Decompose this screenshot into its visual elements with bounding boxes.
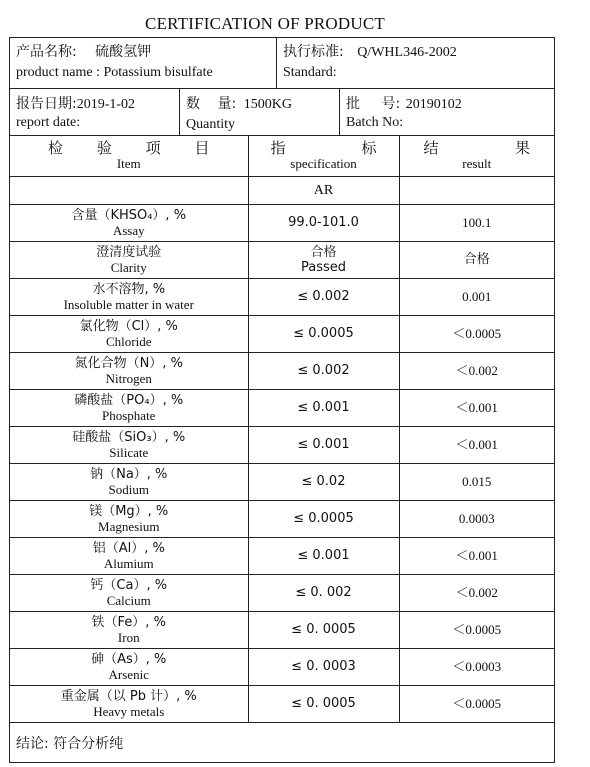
standard-en: Standard: (283, 65, 337, 80)
spec-cell (248, 500, 399, 537)
report-date-value: 2019-1-02 (76, 97, 136, 112)
report-date-label: 报告日期: (16, 96, 77, 112)
result-value: 100.1 (399, 204, 554, 241)
item-name-en: Clarity (110, 259, 147, 275)
item-name-en: Insoluble matter in water (63, 296, 194, 312)
result-header-char: 果 (514, 138, 530, 157)
spec-value: 合格 (310, 244, 337, 260)
spec-header-char: 指 (270, 138, 286, 157)
quantity-label-1: 数 (186, 96, 200, 112)
spec-value: ≤ 0.0005 (293, 326, 354, 341)
standard-label: 执行标准: (283, 44, 344, 60)
result-header-en: result (462, 155, 492, 171)
product-name-cell (10, 38, 277, 88)
item-name-en: Calcium (106, 592, 151, 608)
spec-cell (248, 574, 399, 611)
spec-cell (248, 611, 399, 648)
quantity-label-2: 量: (217, 96, 237, 112)
report-header-row (10, 89, 554, 136)
conclusion-text: 结论: 符合分析纯 (16, 736, 124, 752)
quantity-cell (180, 89, 340, 135)
item-name-cn: 铁（Fe）, % (91, 614, 166, 630)
result-header-char: 结 (423, 138, 439, 157)
item-name-cn: 硅酸盐（SiO₃）, % (72, 429, 186, 445)
result-value: ＜0.001 (399, 389, 554, 426)
result-value: ＜0.0005 (399, 611, 554, 648)
item-name-cn: 澄清度试验 (96, 244, 162, 260)
table-row (10, 537, 554, 574)
document-title: CERTIFICATION OF PRODUCT (145, 14, 385, 33)
table-row (10, 463, 554, 500)
item-cell (10, 574, 248, 611)
result-value: 0.015 (399, 463, 554, 500)
result-value: ＜0.002 (399, 574, 554, 611)
table-row (10, 611, 554, 648)
table-row (10, 426, 554, 463)
spec-value: 99.0-101.0 (288, 215, 359, 230)
item-cell (10, 204, 248, 241)
item-name-en: Silicate (109, 444, 149, 460)
spec-cell (248, 685, 399, 722)
spec-value: ≤ 0.002 (297, 289, 350, 304)
item-name-en: Sodium (108, 481, 149, 497)
item-name-en: Nitrogen (105, 370, 152, 386)
item-name-cn: 钙（Ca）, % (90, 577, 168, 593)
table-row (10, 241, 554, 278)
table-row (10, 500, 554, 537)
result-value: ＜0.001 (399, 537, 554, 574)
result-value: 0.001 (399, 278, 554, 315)
standard-value: Q/WHL346-2002 (357, 45, 457, 60)
spec-value: ≤ 0.002 (297, 363, 350, 378)
spec-cell (248, 315, 399, 352)
batch-en: Batch No: (346, 115, 404, 130)
spec-header-char: 标 (361, 138, 377, 157)
item-cell (10, 500, 248, 537)
product-header-row (10, 38, 554, 89)
result-value: 合格 (399, 241, 554, 278)
product-name-value: 硫酸氢钾 (95, 44, 152, 60)
item-cell (10, 278, 248, 315)
item-cell (10, 537, 248, 574)
item-name-cn: 砷（As）, % (91, 651, 167, 667)
spec-header-en: specification (290, 155, 357, 171)
table-row (10, 648, 554, 685)
spec-cell (248, 463, 399, 500)
quantity-en: Quantity (186, 117, 235, 132)
spec-value-en: Passed (300, 259, 347, 275)
spec-cell (248, 648, 399, 685)
spec-value: ≤ 0. 0005 (291, 622, 356, 637)
product-name-en: product name : Potassium bisulfate (16, 65, 213, 80)
table-row (10, 352, 554, 389)
item-name-en: Chloride (106, 333, 152, 349)
item-header-char: 目 (194, 138, 210, 157)
item-name-cn: 含量（KHSO₄）, % (71, 207, 187, 223)
item-name-en: Iron (117, 629, 140, 645)
product-name-label: 产品名称: (16, 44, 77, 60)
grade-row (10, 176, 554, 204)
item-name-cn: 磷酸盐（PO₄）, % (74, 392, 184, 408)
spec-cell (248, 389, 399, 426)
spec-value: ≤ 0.02 (301, 474, 346, 489)
result-value: ＜0.002 (399, 352, 554, 389)
spec-value: ≤ 0. 002 (295, 585, 352, 600)
result-value: ＜0.0003 (399, 648, 554, 685)
column-header-row (10, 136, 554, 176)
spec-value: ≤ 0.001 (297, 548, 350, 563)
spec-cell (248, 278, 399, 315)
item-name-en: Heavy metals (93, 703, 165, 719)
result-value: ＜0.0005 (399, 315, 554, 352)
item-name-en: Arsenic (108, 666, 149, 682)
spec-column-header (248, 136, 399, 176)
table-row (10, 574, 554, 611)
item-column-header (10, 136, 248, 176)
item-cell (10, 611, 248, 648)
item-cell (10, 315, 248, 352)
standard-cell (277, 38, 556, 88)
spec-value: ≤ 0. 0003 (291, 659, 356, 674)
item-cell (10, 389, 248, 426)
batch-label-2: 号: (381, 96, 401, 112)
result-value: 0.0003 (399, 500, 554, 537)
item-name-cn: 水不溶物, % (92, 281, 166, 297)
table-row (10, 389, 554, 426)
batch-value: 20190102 (405, 97, 462, 112)
batch-label-1: 批 (346, 96, 360, 112)
table-row (10, 315, 554, 352)
item-name-en: Magnesium (98, 518, 160, 534)
item-name-en: Phosphate (102, 407, 156, 423)
table-row (10, 204, 554, 241)
item-name-en: Alumium (103, 555, 154, 571)
spec-cell (248, 204, 399, 241)
item-name-cn: 重金属（以 Pb 计）, % (60, 688, 197, 704)
table-row (10, 685, 554, 722)
result-value: ＜0.001 (399, 426, 554, 463)
result-column-header (399, 136, 554, 176)
item-header-char: 检 (48, 138, 64, 157)
item-header-en: Item (116, 155, 141, 171)
item-name-cn: 铝（Al）, % (92, 540, 165, 556)
item-name-cn: 钠（Na）, % (90, 466, 168, 482)
item-cell (10, 426, 248, 463)
spec-value: ≤ 0. 0005 (291, 696, 356, 711)
report-date-en: report date: (16, 115, 81, 130)
item-cell (10, 648, 248, 685)
quantity-value: 1500KG (243, 97, 292, 112)
grade-value: AR (248, 176, 399, 204)
item-name-en: Assay (112, 222, 145, 238)
item-name-cn: 氮化合物（N）, % (74, 355, 183, 371)
batch-cell (340, 89, 556, 135)
spec-cell (248, 426, 399, 463)
certificate-frame (9, 37, 555, 763)
item-header-char: 验 (96, 138, 112, 157)
test-results-table (10, 136, 554, 723)
item-cell (10, 241, 248, 278)
spec-value: ≤ 0.001 (297, 437, 350, 452)
grade-empty-cell (399, 176, 554, 204)
result-value: ＜0.0005 (399, 685, 554, 722)
item-cell (10, 463, 248, 500)
item-name-cn: 氯化物（Cl）, % (79, 318, 178, 334)
spec-cell (248, 241, 399, 278)
grade-empty-cell (10, 176, 248, 204)
item-header-char: 项 (145, 138, 161, 157)
spec-value: ≤ 0.001 (297, 400, 350, 415)
item-cell (10, 352, 248, 389)
spec-cell (248, 352, 399, 389)
spec-cell (248, 537, 399, 574)
item-name-cn: 镁（Mg）, % (89, 503, 169, 519)
table-row (10, 278, 554, 315)
item-cell (10, 685, 248, 722)
spec-value: ≤ 0.0005 (293, 511, 354, 526)
report-date-cell (10, 89, 180, 135)
